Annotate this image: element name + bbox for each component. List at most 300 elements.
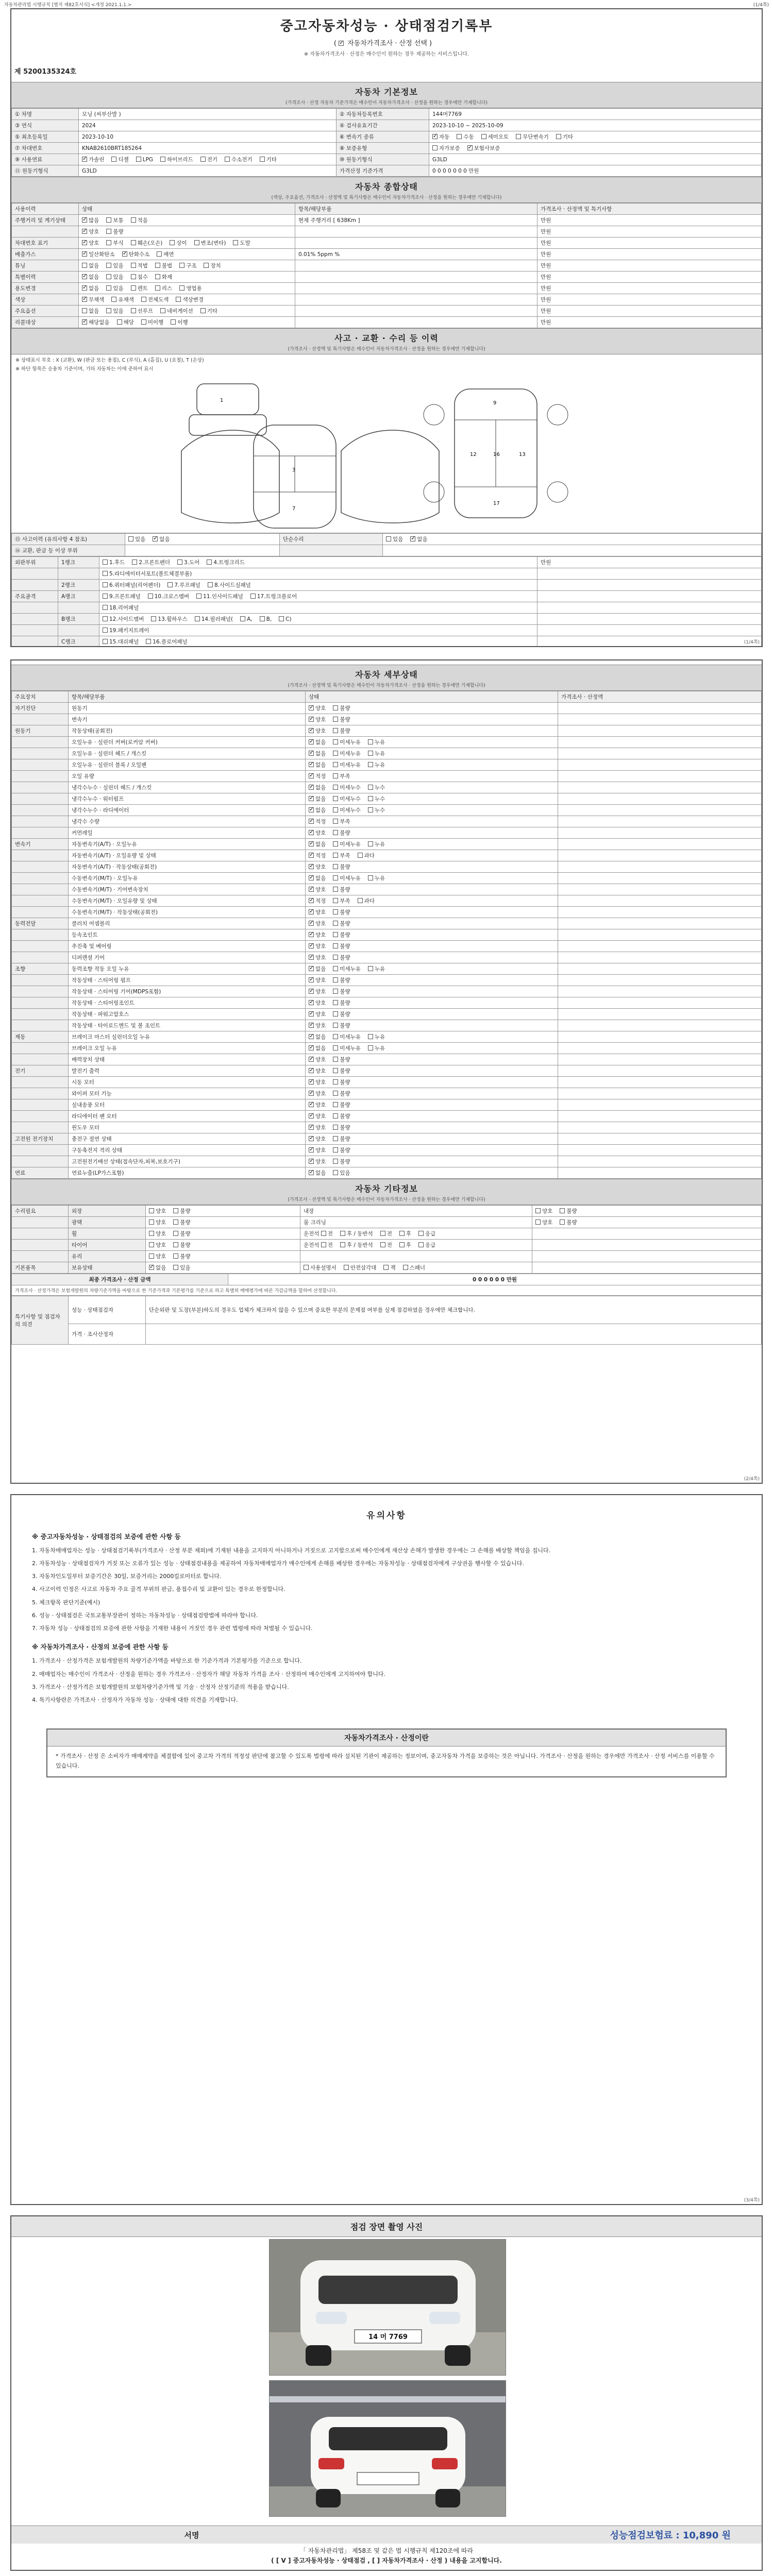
detail-cell: ✓ 양호 불량 — [306, 1111, 558, 1122]
accident-cell: ⑮ 사고이력 (유의사항 4 참조) — [12, 534, 125, 545]
detail-cell: 제동 — [12, 1031, 69, 1043]
detail-row — [12, 748, 762, 759]
other-info-cell: 내장 — [300, 1206, 532, 1217]
detail-price-cell — [558, 952, 762, 963]
empty-box-icon — [333, 864, 338, 869]
empty-box-icon — [333, 1091, 338, 1096]
inspection-photo-front — [269, 2239, 506, 2376]
legal-footer — [11, 2546, 762, 2566]
detail-cell: 작동상태 · 타이로드엔드 및 볼 조인트 — [69, 1020, 306, 1031]
notice-sec2-title: ※ 자동차가격조사 · 산정의 보증에 관한 사항 등 — [32, 1643, 169, 1651]
empty-box-icon — [333, 887, 338, 892]
overall-state-cell — [295, 294, 537, 306]
basic-info-cell: 0 0 0 0 0 0 0 만원 — [429, 165, 762, 177]
accident-title: 사고 · 교환 · 수리 등 이력 — [334, 333, 439, 343]
checked-box-icon — [122, 251, 127, 257]
detail-cell — [12, 816, 69, 827]
detail-row — [12, 793, 762, 805]
detail-cell — [12, 986, 69, 997]
overall-state-cell: 만원 — [537, 317, 762, 328]
form-reference-bar — [0, 0, 773, 7]
empty-box-icon — [103, 594, 108, 599]
page-number-3: (3/4쪽) — [744, 2198, 760, 2203]
legal-footer-line-1: 「 자동차관리법」 제58조 및 같은 법 시행규칙 제120조에 따라 — [299, 2547, 474, 2554]
detail-cell — [12, 771, 69, 782]
empty-box-icon — [333, 1102, 338, 1107]
other-info-cell: 수리필요 — [12, 1206, 69, 1217]
detail-price-cell — [558, 1031, 762, 1043]
checked-box-icon — [309, 717, 314, 722]
notice-item: 1. 가격조사 · 산정가격은 보험개발원의 차량기준가액을 바탕으로 한 기준가격과 기본평가를 기준으로 합니다. — [32, 1657, 302, 1665]
detail-row — [12, 1156, 762, 1167]
detail-price-cell — [558, 1077, 762, 1088]
detail-cell: 냉각수누수 · 워터펌프 — [69, 793, 306, 805]
empty-box-icon — [333, 773, 338, 778]
checked-box-icon — [309, 966, 314, 971]
empty-box-icon — [195, 616, 200, 621]
empty-box-icon — [151, 616, 156, 621]
checked-box-icon — [309, 1125, 314, 1130]
accident-subtitle: (가격조사 · 산정액 및 특기사항은 매수인이 자동차가격조사 · 산정을 원하는 경우에만 기재합니다) — [288, 347, 485, 352]
other-info-cell — [12, 1240, 69, 1251]
empty-box-icon — [103, 560, 108, 565]
overall-state-cell — [295, 272, 537, 283]
checked-box-icon — [309, 1011, 314, 1016]
notice-item: 4. 특기사항란은 가격조사 · 산정자가 자동차 성능 · 상태에 대한 의견을 기재합니다. — [32, 1697, 238, 1703]
checked-box-icon — [309, 796, 314, 801]
empty-box-icon — [368, 807, 373, 812]
basic-info-cell: 모닝 (씨부산발 ) — [79, 109, 337, 120]
detail-cell: ✓ 적정 부족 과다 — [306, 850, 558, 861]
detail-cell — [12, 1054, 69, 1065]
accident-table — [11, 533, 762, 556]
overall-state-cell: ✓ 없음 있음 렌트 리스 영업용 — [79, 283, 295, 294]
detail-cell: 자동변속기(A/T) · 작동상태(공회전) — [69, 861, 306, 873]
rank-row — [12, 557, 762, 568]
detail-row — [12, 1099, 762, 1111]
empty-box-icon — [136, 157, 141, 162]
empty-box-icon — [167, 582, 173, 587]
signature-label: 서명 — [184, 2530, 199, 2540]
detail-cell — [12, 805, 69, 816]
empty-box-icon — [131, 308, 136, 313]
notice-item: 3. 자동차인도일부터 보증기간은 30일, 보증거리는 2000킬로미터로 합니다. — [32, 1573, 222, 1580]
detail-cell: 수동변속기(M/T) · 오일유량 및 상태 — [69, 895, 306, 907]
detail-cell: ✓ 양호 불량 — [306, 884, 558, 895]
detail-cell: ✓ 양호 불량 — [306, 1054, 558, 1065]
empty-box-icon — [333, 705, 338, 710]
overall-state-cell: 특별이력 — [12, 272, 79, 283]
svg-text:9: 9 — [493, 400, 497, 406]
accident-legend-2: ※ 하단 항목은 승용차 기준이며, 기타 자동차는 이에 준하여 표시 — [15, 366, 154, 372]
detail-row — [12, 1077, 762, 1088]
overall-state-cell: 만원 — [537, 215, 762, 226]
checked-box-icon — [309, 921, 314, 926]
detail-cell — [12, 782, 69, 793]
page-counter: (1/4쪽) — [753, 3, 769, 8]
detail-row — [12, 725, 762, 737]
empty-box-icon — [279, 616, 284, 621]
empty-box-icon — [358, 898, 363, 903]
rank-row — [12, 614, 762, 625]
empty-box-icon — [146, 639, 151, 644]
basic-info-cell: ⑧ 보증유형 — [337, 143, 429, 154]
detail-row — [12, 1133, 762, 1145]
accident-cell: 단순수리 — [280, 534, 383, 545]
basic-info-cell: ⑨ 사용연료 — [12, 154, 79, 165]
svg-text:1: 1 — [220, 398, 224, 403]
other-info-row — [12, 1240, 762, 1251]
rank-cell: 외판부위 — [12, 557, 58, 568]
detail-cell: ✓ 없음 미세누유 누유 — [306, 748, 558, 759]
checked-box-icon — [309, 751, 314, 756]
special-appraiser-label: 가격 · 조사산정자 — [69, 1324, 146, 1345]
checked-box-icon — [153, 536, 158, 541]
checked-box-icon — [82, 240, 87, 245]
detail-row — [12, 827, 762, 839]
other-info-cell: 타이어 — [69, 1240, 146, 1251]
checked-box-icon — [309, 705, 314, 710]
empty-box-icon — [103, 628, 108, 633]
overall-state-cell: 없음 있음 선루프 네비게이션 기타 — [79, 306, 295, 317]
detail-cell — [12, 1156, 69, 1167]
notice-sec1-title: ※ 중고자동차성능 · 상태점검의 보증에 관한 사항 등 — [32, 1532, 181, 1540]
detail-cell: 수동변속기(M/T) · 오일누유 — [69, 873, 306, 884]
form-reference: 자동차관리법 시행규칙 [별지 제82호서식] <개정 2021.1.1.> — [4, 3, 132, 8]
accident-cell: 있음✓ 없음 — [125, 534, 280, 545]
checked-box-icon — [309, 853, 314, 858]
checked-box-icon — [309, 1068, 314, 1073]
empty-box-icon — [333, 1034, 338, 1039]
empty-box-icon — [82, 308, 87, 313]
other-info-cell — [12, 1228, 69, 1240]
final-price-note: 가격조사 · 산정가격은 보험개발원의 차량기준가액을 바탕으로 한 기준가격과 기본평가를 기준으로 하고 특별히 매매평가에 따른 가감금액을 합하여 산정합니다. — [12, 1285, 762, 1296]
checked-box-icon — [309, 989, 314, 994]
rank-cell: 19.패키지트레이 — [99, 625, 537, 636]
notice-section — [11, 1495, 762, 1718]
detail-cell: 브레이크 마스터 실린더오일 누유 — [69, 1031, 306, 1043]
detail-price-cell — [558, 1043, 762, 1054]
detail-row — [12, 759, 762, 771]
photo-rear-drawing — [270, 2381, 506, 2517]
empty-box-icon — [340, 1231, 345, 1236]
empty-box-icon — [179, 263, 184, 268]
detail-cell: 클러치 어셈블리 — [69, 918, 306, 929]
empty-box-icon — [207, 560, 212, 565]
detail-cell: 오일 유량 — [69, 771, 306, 782]
detail-cell: 연료 — [12, 1167, 69, 1179]
checked-box-icon — [309, 807, 314, 812]
empty-box-icon — [148, 594, 153, 599]
overall-state-cell: ✓ 해당없음 해당 미이행 이행 — [79, 317, 295, 328]
empty-box-icon — [106, 274, 111, 279]
rank-price-cell — [537, 625, 762, 636]
checked-box-icon — [309, 830, 314, 835]
other-info-cell: ✓ 없음 있음 — [146, 1262, 300, 1274]
other-info-cell: 휠 — [69, 1228, 146, 1240]
overall-state-cell — [12, 226, 79, 238]
other-info-row — [12, 1251, 762, 1262]
other-info-cell: 운전석 전 후 / 동반석 전 후 응급 — [300, 1240, 532, 1251]
rank-row — [12, 636, 762, 648]
empty-box-icon — [418, 1242, 424, 1247]
detail-price-cell — [558, 884, 762, 895]
empty-box-icon — [194, 240, 199, 245]
detail-cell: ✓ 없음 미세누수 누수 — [306, 805, 558, 816]
detail-cell: ✓ 양호 불량 — [306, 1122, 558, 1133]
detail-col-price: 가격조사 · 산정액 — [558, 691, 762, 703]
empty-box-icon — [106, 217, 111, 223]
rank-row — [12, 591, 762, 602]
checked-box-icon — [309, 1102, 314, 1107]
detail-cell: 변속기 — [69, 714, 306, 725]
detail-cell: ✓ 양호 불량 — [306, 918, 558, 929]
detail-cell: ✓ 적정 부족 — [306, 771, 558, 782]
detail-row — [12, 884, 762, 895]
overall-state-cell: 만원 — [537, 238, 762, 249]
overall-state-table — [11, 203, 762, 328]
basic-info-cell: 자가보증✓ 보험사보증 — [429, 143, 762, 154]
detail-cell: 시동 모터 — [69, 1077, 306, 1088]
empty-box-icon — [131, 274, 136, 279]
detail-cell: ✓ 양호 불량 — [306, 1099, 558, 1111]
detail-price-cell — [558, 986, 762, 997]
other-info-cell: 양호 불량 — [146, 1228, 300, 1240]
detail-row — [12, 861, 762, 873]
rank-cell: 6.쿼터패널(리어펜더) 7.루프패널 8.사이드실패널 — [99, 580, 537, 591]
rank-cell: A랭크 — [58, 591, 99, 602]
empty-box-icon — [333, 762, 338, 767]
other-info-cell: 양호 불량 — [532, 1206, 762, 1217]
empty-box-icon — [333, 977, 338, 982]
notice-item: 7. 자동차 성능 · 상태점검의 보증에 관한 사항을 기재한 내용이 거짓인 경우 관련 법령에 따라 처벌될 수 있습니다. — [32, 1625, 313, 1632]
empty-box-icon — [399, 1231, 405, 1236]
rank-price-cell — [537, 602, 762, 614]
detail-cell: 작동상태 · 스티어링조인트 — [69, 997, 306, 1009]
empty-box-icon — [333, 1159, 338, 1164]
rank-cell: 1.후드 2.프론트펜더 3.도어 4.트렁크리드 — [99, 557, 537, 568]
detail-price-cell — [558, 1111, 762, 1122]
other-info-cell: 양호 불량 — [146, 1240, 300, 1251]
empty-box-icon — [106, 285, 111, 291]
page-2 — [10, 659, 763, 1484]
detail-row — [12, 1122, 762, 1133]
page-number-2: (2/4쪽) — [744, 1477, 760, 1482]
overall-state-cell: ✓ 많음 보통 적음 — [79, 215, 295, 226]
detail-cell: ✓ 없음 미세누수 누수 — [306, 793, 558, 805]
detail-cell: 자동변속기(A/T) · 오일누유 — [69, 839, 306, 850]
overall-state-cell — [295, 260, 537, 272]
empty-box-icon — [106, 229, 111, 234]
empty-box-icon — [103, 582, 108, 587]
basic-info-cell: 2023-10-10 ~ 2025-10-09 — [429, 120, 762, 131]
checked-box-icon — [82, 285, 87, 291]
rank-row — [12, 625, 762, 636]
detail-cell: 원동기 — [12, 725, 69, 737]
detail-col-state: 상태 — [306, 691, 558, 703]
empty-box-icon — [160, 308, 165, 313]
detail-cell: ✓ 양호 불량 — [306, 703, 558, 714]
detail-cell: 작동상태 · 스티어링 기어(MDPS포함) — [69, 986, 306, 997]
page-number-1: (1/4쪽) — [744, 640, 760, 645]
detail-cell: 고전원 전기장치 — [12, 1133, 69, 1145]
notice-item: 5. 체크항목 판단기준(예시) — [32, 1599, 100, 1606]
detail-cell: 동력전달 — [12, 918, 69, 929]
detail-cell — [12, 873, 69, 884]
special-inspector-text: 단순외판 및 도장(부분)하도의 경우도 업체가 체크하지 않을 수 있으며 중요한 부분의 문제점 여부를 실제 점검하였을 경우에만 체크합니다. — [146, 1296, 762, 1324]
rank-price-cell — [537, 636, 762, 648]
detail-cell: ✓ 양호 불량 — [306, 827, 558, 839]
final-price-label: 최종 가격조사 · 산정 금액 — [12, 1274, 228, 1285]
final-price-value: 0 0 0 0 0 0 만원 — [228, 1274, 762, 1285]
detail-header — [11, 665, 762, 691]
rank-cell — [12, 614, 58, 625]
empty-box-icon — [481, 134, 486, 139]
detail-row — [12, 873, 762, 884]
detail-price-cell — [558, 918, 762, 929]
detail-price-cell — [558, 1054, 762, 1065]
inspection-photo-rear — [269, 2380, 506, 2517]
detail-row — [12, 1111, 762, 1122]
checked-box-icon — [309, 739, 314, 744]
checked-box-icon — [309, 1000, 314, 1005]
overall-state-cell: 0.01% 5ppm % — [295, 249, 537, 260]
checked-box-icon — [309, 1079, 314, 1084]
empty-box-icon — [106, 263, 111, 268]
svg-text:12: 12 — [470, 452, 477, 457]
detail-cell: ✓ 양호 불량 — [306, 941, 558, 952]
basic-info-header — [11, 82, 762, 108]
detail-row — [12, 1145, 762, 1156]
checked-box-icon — [82, 319, 87, 325]
checked-box-icon — [82, 251, 87, 257]
empty-box-icon — [204, 263, 209, 268]
detail-cell: 자기진단 — [12, 703, 69, 714]
detail-row — [12, 963, 762, 975]
empty-box-icon — [380, 1242, 385, 1247]
basic-info-cell: ⑪ 원동기형식 — [12, 165, 79, 177]
basic-info-cell: 2024 — [79, 120, 337, 131]
empty-box-icon — [333, 909, 338, 914]
empty-box-icon — [196, 594, 201, 599]
detail-cell: 오일누유 · 실린더 블록 / 오일팬 — [69, 759, 306, 771]
empty-box-icon — [131, 285, 136, 291]
detail-price-cell — [558, 839, 762, 850]
basic-info-cell: ✓ 자동 수동 세미오토 무단변속기 기타 — [429, 131, 762, 143]
notice-item: 1. 자동차매매업자는 성능 · 상태점검기록부(가격조사 · 산정 부분 제외)에 기재된 내용을 고지하지 아니하거나 거짓으로 고지함으로써 매수인에게 재산상 손해가 발생한 경우에는 그 손해를 배상할 책임을 집니다. — [32, 1547, 551, 1554]
empty-box-icon — [250, 594, 256, 599]
detail-cell: ✓ 적정 부족 — [306, 816, 558, 827]
detail-cell: 작동상태 · 스티어링 펌프 — [69, 975, 306, 986]
detail-row — [12, 1031, 762, 1043]
appraisal-definition-text: * 가격조사 · 산정 은 소비자가 매매계약을 체결함에 있어 중고차 가격의 적정성 판단에 참고할 수 있도록 법령에 따라 설치된 기관이 제공하는 정보이며, 중고자동차 가격을 보증하는 것은 아닙니다. 가격조사 · 산정을 원하는 경우에만 가격조사 · 산정 서비스를 이용할 수 있습니다. — [56, 1753, 715, 1769]
detail-cell: 연료누출(LP가스포함) — [69, 1167, 306, 1179]
document-header — [11, 9, 762, 57]
empty-box-icon — [179, 285, 184, 291]
empty-box-icon — [333, 1000, 338, 1005]
empty-box-icon — [368, 875, 373, 880]
checked-box-icon — [309, 977, 314, 982]
empty-box-icon — [82, 263, 87, 268]
other-info-cell: 룸 크리닝 — [300, 1217, 532, 1228]
checked-box-icon — [339, 41, 344, 46]
empty-box-icon — [333, 955, 338, 960]
empty-box-icon — [132, 560, 137, 565]
detail-cell: ✓ 양호 불량 — [306, 1145, 558, 1156]
other-info-cell: 양호 불량 — [532, 1217, 762, 1228]
accident-cell — [125, 545, 280, 556]
detail-cell: 자동변속기(A/T) · 오일유량 및 상태 — [69, 850, 306, 861]
checked-box-icon — [309, 1091, 314, 1096]
detail-cell: ✓ 양호 불량 — [306, 1088, 558, 1099]
empty-box-icon — [333, 966, 338, 971]
empty-box-icon — [225, 157, 230, 162]
overall-state-row — [12, 238, 762, 249]
detail-cell — [12, 1009, 69, 1020]
basic-info-cell: ① 차명 — [12, 109, 79, 120]
rank-cell — [12, 568, 58, 580]
detail-price-cell — [558, 703, 762, 714]
rank-row — [12, 602, 762, 614]
empty-box-icon — [457, 134, 462, 139]
detail-row — [12, 1054, 762, 1065]
detail-cell: ✓ 양호 불량 — [306, 1020, 558, 1031]
rank-cell — [12, 625, 58, 636]
empty-box-icon — [333, 728, 338, 733]
detail-cell — [12, 952, 69, 963]
detail-price-cell — [558, 805, 762, 816]
other-info-cell: 보유상태 — [69, 1262, 146, 1274]
detail-cell — [12, 748, 69, 759]
other-info-cell: 광택 — [69, 1217, 146, 1228]
checked-box-icon — [309, 785, 314, 790]
detail-cell: 냉각수누수 · 라디에이터 — [69, 805, 306, 816]
overall-state-row — [12, 283, 762, 294]
rank-cell: 5.라디에이터서포트(볼트체결부품) — [99, 568, 537, 580]
other-info-cell: 운전석 전 후 / 동반석 전 후 응급 — [300, 1228, 532, 1240]
empty-box-icon — [368, 785, 373, 790]
empty-box-icon — [535, 1208, 541, 1213]
empty-box-icon — [333, 1023, 338, 1028]
empty-box-icon — [333, 785, 338, 790]
rank-cell — [58, 625, 99, 636]
special-inspector-label: 성능 · 상태점검자 — [69, 1296, 146, 1324]
checked-box-icon — [149, 1265, 154, 1270]
detail-price-cell — [558, 850, 762, 861]
other-info-cell — [12, 1217, 69, 1228]
detail-cell: 실내송풍 모터 — [69, 1099, 306, 1111]
checked-box-icon — [309, 943, 314, 948]
overall-state-row — [12, 226, 762, 238]
checked-box-icon — [309, 1136, 314, 1141]
detail-price-cell — [558, 907, 762, 918]
empty-box-icon — [200, 157, 206, 162]
page-4 — [10, 2215, 763, 2571]
overall-state-header — [11, 177, 762, 203]
photo-front-drawing — [270, 2240, 506, 2376]
detail-cell — [12, 793, 69, 805]
empty-box-icon — [333, 717, 338, 722]
checked-box-icon — [309, 1113, 314, 1118]
checked-box-icon — [410, 536, 415, 541]
detail-cell: 고전원전기배선 상태(접속단자,피복,보호기구) — [69, 1156, 306, 1167]
col-history: 사용이력 — [12, 204, 79, 215]
detail-cell: 구동축전지 격리 상태 — [69, 1145, 306, 1156]
rank-price-cell — [537, 614, 762, 625]
detail-cell — [12, 714, 69, 725]
detail-cell: 배력장치 상태 — [69, 1054, 306, 1065]
detail-cell: ✓ 양호 불량 — [306, 725, 558, 737]
